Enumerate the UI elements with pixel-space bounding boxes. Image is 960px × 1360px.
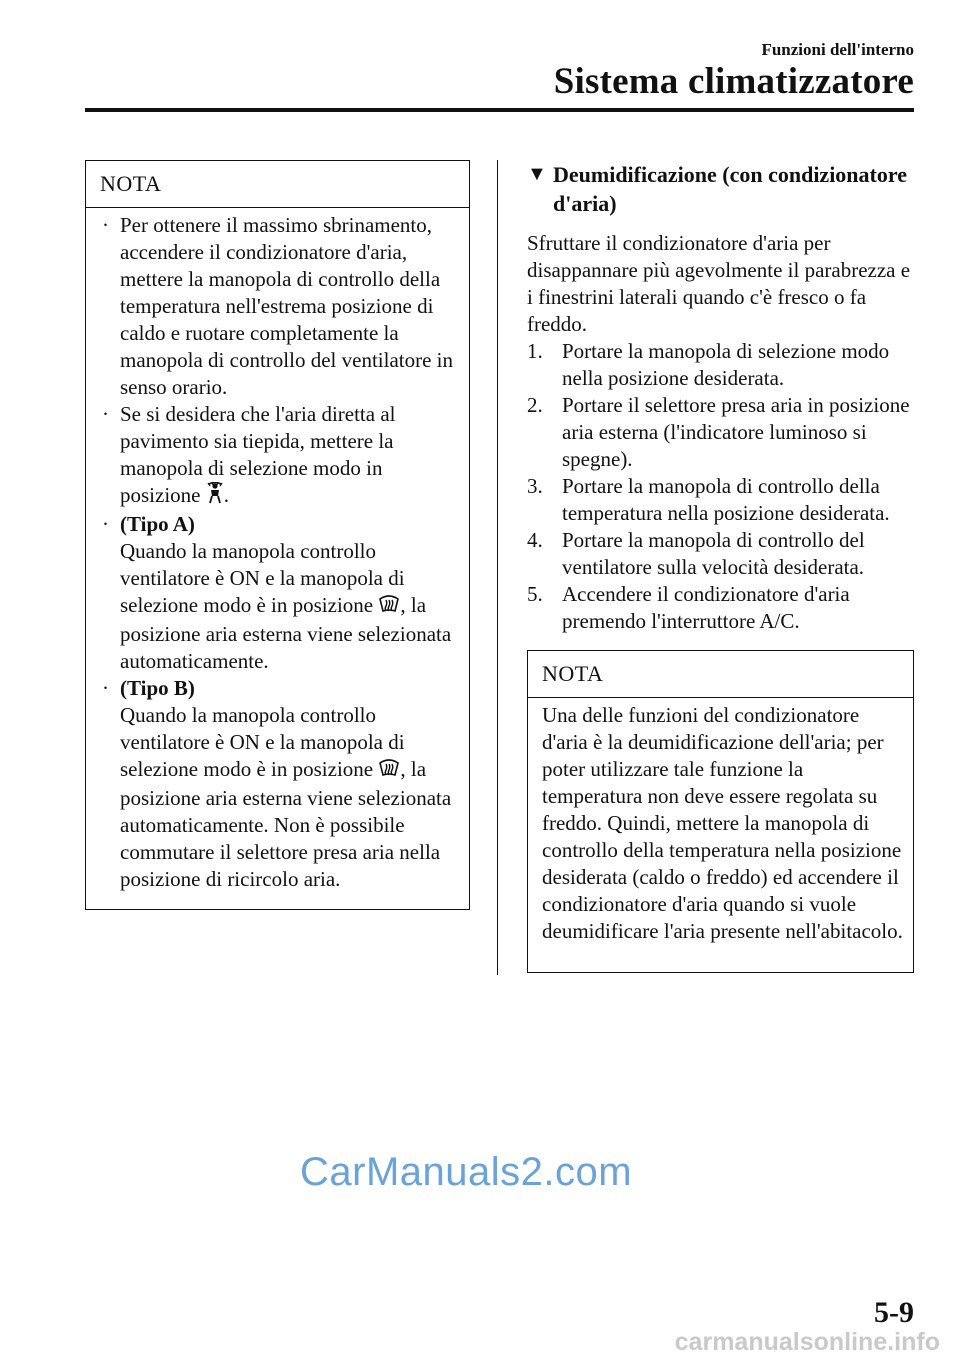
bullet-dot: · [102,676,109,700]
bullet-text-part: Quando la manopola controllo ventilatore è ON e la manopola di selezione modo è in posizione [120,539,405,617]
header-rule [85,108,914,112]
right-note-text: Una delle funzioni del condizionatore d'aria è la deumidificazione dell'aria; per poter utilizzare tale funzione la temperatura non deve essere regolata su freddo. Quindi, mettere la manopola di controllo della temperatura nella posizione desiderata (caldo o freddo) ed accendere il condizionatore d'aria quando si vuole deumidificare l'aria presente nell'abitacolo. [542,703,903,943]
step-text: Portare la manopola di controllo della temperatura nella posizione desiderata. [562,474,890,525]
page-title: Sistema climatizzatore [553,61,914,102]
left-note-body [86,208,469,901]
step-number: 4. [527,528,543,552]
bullet-text [120,675,459,893]
bullet-text: Per ottenere il massimo sbrinamento, accendere il condizionatore d'aria, mettere la manopola di controllo della temperatura nell'estrema posizione di caldo e ruotare completamente la manopola di controllo del ventilatore in senso orario. [120,213,453,399]
floor-defrost-mode-icon [206,482,224,511]
footer-site: carmanualsonline.info [674,1328,940,1356]
step-item [527,473,917,527]
note-bullet [100,675,459,893]
windshield-defrost-icon [378,594,400,621]
bullet-text-part: , la posizione aria esterna viene selezionata automaticamente. [120,593,452,673]
right-note-heading: NOTA [528,651,913,698]
windshield-defrost-icon [378,758,400,785]
page-number: 5-9 [874,1296,914,1329]
step-item [527,392,917,473]
step-item [527,527,917,581]
bullet-dot: · [102,402,109,426]
left-note-box [85,160,470,910]
watermark: CarManuals2.com [300,1150,633,1194]
note-bullet [100,212,459,401]
step-number: 5. [527,582,543,606]
step-item [527,581,917,635]
bullet-dot: · [102,213,109,237]
step-item [527,338,917,392]
note-bullet [100,401,459,511]
step-text: Portare la manopola di selezione modo nella posizione desiderata. [562,339,890,390]
note-bullet [100,511,459,675]
column-divider [497,160,498,975]
bullet-text [120,401,459,511]
bullet-title: (Tipo B) [120,676,195,700]
bullet-dot: · [102,512,109,536]
step-number: 1. [527,339,543,363]
bullet-title: (Tipo A) [120,512,195,536]
left-note-heading: NOTA [86,161,469,208]
triangle-marker-icon: ▼ [527,163,547,185]
step-text: Portare la manopola di controllo del ventilatore sulla velocità desiderata. [562,528,865,579]
step-text: Accendere il condizionatore d'aria premendo l'interruttore A/C. [562,582,850,633]
section-title: Deumidificazione (con condizionatore d'aria) [553,162,907,216]
bullet-text-part: Se si desidera che l'aria diretta al pavimento sia tiepida, mettere la manopola di selezione modo in posizione [120,402,396,507]
bullet-text [120,511,459,675]
bullet-text-part: , la posizione aria esterna viene selezionata automaticamente. Non è possibile commutare il selettore presa aria nella posizione di ricircolo aria. [120,757,452,891]
header-section-label: Funzioni dell'interno [761,40,914,59]
bullet-text-part: Quando la manopola controllo ventilatore è ON e la manopola di selezione modo è in posizione [120,703,405,781]
step-number: 2. [527,393,543,417]
section-intro: Sfruttare il condizionatore d'aria per disappannare più agevolmente il parabrezza e i finestrini laterali quando c'è fresco o fa freddo. [527,231,911,336]
step-number: 3. [527,474,543,498]
right-column [527,160,917,635]
step-text: Portare il selettore presa aria in posizione aria esterna (l'indicatore luminoso si spegne). [562,393,910,471]
right-note-box [527,650,914,973]
bullet-text-part: . [223,483,229,507]
section-heading [527,160,917,218]
